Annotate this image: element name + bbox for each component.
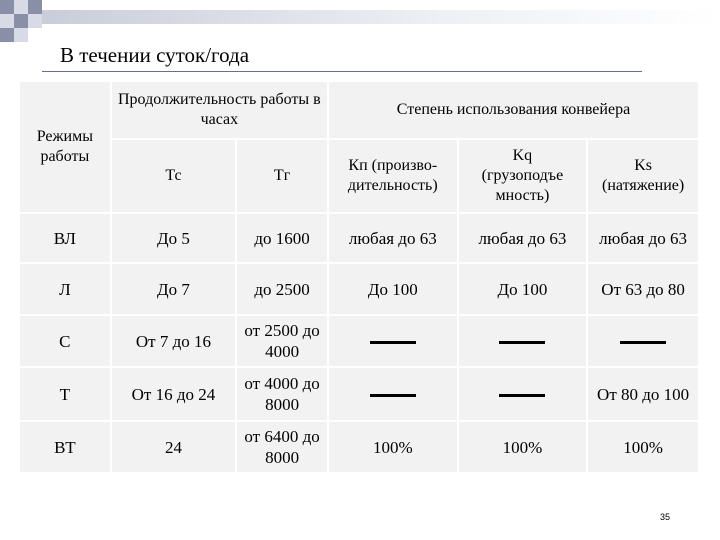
cell-tg: до 1600 <box>236 213 328 263</box>
cell-kq <box>458 315 588 367</box>
table-row <box>19 315 699 367</box>
cell-ks: От 80 до 100 <box>587 367 699 421</box>
conveyor-modes-table <box>18 80 700 474</box>
table-row <box>19 263 699 315</box>
cell-kq: любая до 63 <box>458 213 588 263</box>
title-bar-decoration <box>28 10 720 24</box>
cell-tg: до 2500 <box>236 263 328 315</box>
dash-placeholder <box>370 341 416 344</box>
dash-placeholder <box>499 394 545 397</box>
table-row <box>19 421 699 473</box>
header-kq <box>458 139 588 213</box>
cell-tc: До 7 <box>111 263 237 315</box>
header-tc: Тс <box>111 139 237 213</box>
cell-mode: С <box>19 315 111 367</box>
page-number: 35 <box>660 512 671 522</box>
cell-kp: 100% <box>328 421 458 473</box>
checker-square-decoration <box>0 28 14 42</box>
cell-tc: 24 <box>111 421 237 473</box>
cell-ks: 100% <box>587 421 699 473</box>
header-tg: Тг <box>236 139 328 213</box>
header-duration: Продолжительность работы в часах <box>111 81 328 139</box>
cell-tc: До 5 <box>111 213 237 263</box>
cell-kp: До 100 <box>328 263 458 315</box>
cell-kq <box>458 367 588 421</box>
cell-mode: Л <box>19 263 111 315</box>
slide-title: В течении суток/года <box>60 43 250 67</box>
header-kp: Кп (произво-дительность) <box>328 139 458 213</box>
checker-square-decoration <box>14 0 28 14</box>
cell-tg: от 2500 до 4000 <box>236 315 328 367</box>
header-kq-symbol: Kq <box>512 147 533 164</box>
header-ks-desc: (натяжение) <box>601 177 685 194</box>
cell-kq: 100% <box>458 421 588 473</box>
cell-kp <box>328 367 458 421</box>
header-ks <box>587 139 699 213</box>
dash-placeholder <box>499 341 545 344</box>
checker-square-decoration <box>28 0 42 14</box>
cell-tg: от 6400 до 8000 <box>236 421 328 473</box>
cell-kp <box>328 315 458 367</box>
header-usage: Степень использования конвейера <box>328 81 699 139</box>
cell-ks: любая до 63 <box>587 213 699 263</box>
cell-tc: От 16 до 24 <box>111 367 237 421</box>
header-modes: Режимы работы <box>19 81 111 213</box>
checker-square-decoration <box>14 14 28 28</box>
dash-placeholder <box>370 394 416 397</box>
checker-square-decoration <box>14 28 28 42</box>
checker-square-decoration <box>28 14 42 28</box>
table-header-row <box>19 81 699 139</box>
header-ks-symbol: Ks <box>634 157 652 174</box>
title-underline <box>42 71 642 72</box>
cell-ks: От 63 до 80 <box>587 263 699 315</box>
table-row <box>19 367 699 421</box>
cell-mode: Т <box>19 367 111 421</box>
header-kq-desc: (грузоподъе мность) <box>481 167 564 204</box>
checker-square-decoration <box>0 14 14 28</box>
cell-tc: От 7 до 16 <box>111 315 237 367</box>
cell-kp: любая до 63 <box>328 213 458 263</box>
cell-ks <box>587 315 699 367</box>
checker-square-decoration <box>0 0 14 14</box>
cell-tg: от 4000 до 8000 <box>236 367 328 421</box>
cell-mode: ВТ <box>19 421 111 473</box>
cell-kq: До 100 <box>458 263 588 315</box>
table-subheader-row <box>19 139 699 213</box>
table-row <box>19 213 699 263</box>
dash-placeholder <box>620 341 666 344</box>
cell-mode: ВЛ <box>19 213 111 263</box>
